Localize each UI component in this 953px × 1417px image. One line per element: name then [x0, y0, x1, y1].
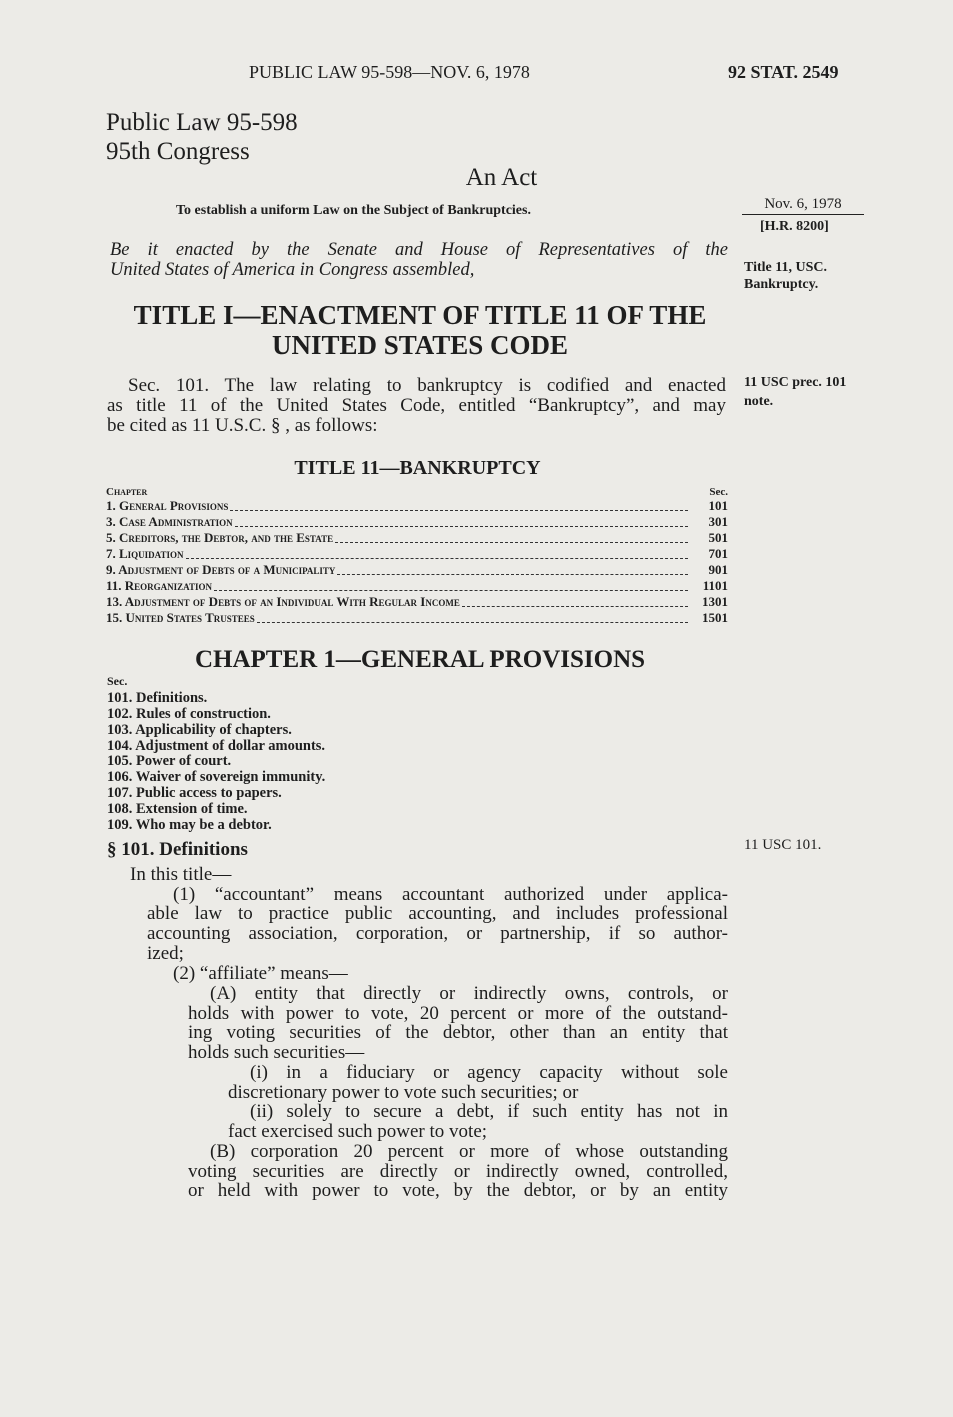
margin-section-ref: 11 USC 101. — [744, 837, 822, 853]
chapter-row — [106, 562, 728, 578]
chapter-section-number: 1101 — [702, 578, 728, 593]
chapter-name: 3. Case Administration — [106, 514, 233, 529]
col-chapter-header: Chapter — [106, 486, 148, 498]
chapter-name: 11. Reorganization — [106, 578, 213, 593]
chapter-section-number: 1301 — [702, 594, 728, 609]
section-list-item: 105. Power of court. — [107, 753, 232, 770]
chapter-name: 1. General Provisions — [106, 498, 229, 513]
chapter-section-number: 501 — [708, 530, 728, 545]
enacting-clause-line: Be it enacted by the Senate and House of Representatives of the — [110, 240, 728, 260]
chapter-row — [106, 546, 728, 562]
margin-bill: [H.R. 8200] — [760, 219, 829, 234]
congress: 95th Congress — [106, 138, 250, 165]
definition-text-line: ing voting securities of the debtor, other than an entity that — [188, 1022, 728, 1043]
chapter-name: 15. United States Trustees — [106, 610, 255, 625]
definition-text-line: ized; — [147, 943, 184, 964]
dot-leader — [462, 606, 688, 607]
section-list-item: 103. Applicability of chapters. — [107, 721, 292, 738]
chapter1-heading: CHAPTER 1—GENERAL PROVISIONS — [194, 646, 646, 673]
definition-text-line: voting securities are directly or indirectly owned, controlled, — [188, 1161, 728, 1182]
sec-label: Sec. — [107, 674, 128, 688]
sec101-intro-line: be cited as 11 U.S.C. § , as follows: — [107, 415, 378, 436]
chapter-row — [106, 610, 728, 626]
sec101-intro-line: Sec. 101. The law relating to bankruptcy is codified and enacted — [128, 375, 726, 396]
definition-text-line: (2) “affiliate” means— — [173, 963, 348, 984]
definition-text-line: accounting association, corporation, or partnership, if so author- — [147, 923, 728, 944]
dot-leader — [186, 558, 688, 559]
stat-page: 92 STAT. 2549 — [728, 62, 839, 82]
section-list-item: 102. Rules of construction. — [107, 705, 271, 722]
law-number: Public Law 95-598 — [106, 109, 298, 136]
definition-text-line: In this title— — [130, 864, 232, 885]
definition-text-line: (B) corporation 20 percent or more of whose outstanding — [210, 1141, 728, 1162]
dot-leader — [235, 526, 688, 527]
definition-text-line: discretionary power to vote such securities; or — [228, 1082, 579, 1103]
dot-leader — [337, 574, 688, 575]
enacting-clause-line: United States of America in Congress assembled, — [110, 260, 475, 280]
title11-heading: TITLE 11—BANKRUPTCY — [294, 457, 541, 479]
col-sec-header: Sec. — [709, 486, 728, 498]
chapter-row — [106, 514, 728, 530]
definition-text-line: (ii) solely to secure a debt, if such entity has not in — [250, 1101, 728, 1122]
title-heading: UNITED STATES CODE — [271, 330, 569, 360]
chapter-name: 13. Adjustment of Debts of an Individual With Regular Income — [106, 594, 460, 609]
chapter-row — [106, 498, 728, 514]
definition-text-line: (A) entity that directly or indirectly owns, controls, or — [210, 983, 728, 1004]
chapter-row — [106, 594, 728, 610]
definition-text-line: or held with power to vote, by the debtor, or by an entity — [188, 1180, 728, 1201]
section-list-item: 106. Waiver of sovereign immunity. — [107, 769, 326, 786]
definition-text-line: (1) “accountant” means accountant authorized under applica- — [173, 884, 728, 905]
definition-text-line: fact exercised such power to vote; — [228, 1121, 488, 1142]
margin-title-ref: Title 11, USC. — [744, 260, 827, 275]
dot-leader — [214, 590, 688, 591]
chapter-section-number: 301 — [708, 514, 728, 529]
chapter-row — [106, 578, 728, 594]
definition-text-line: holds with power to vote, 20 percent or more of the outstand- — [188, 1003, 728, 1024]
dot-leader — [257, 622, 688, 623]
section-list-item: 108. Extension of time. — [107, 801, 248, 818]
section-list-item: 109. Who may be a debtor. — [107, 817, 272, 834]
section-list-item: 107. Public access to papers. — [107, 785, 282, 802]
chapter1-section-list — [107, 674, 326, 834]
chapter-section-number: 701 — [708, 546, 728, 561]
running-title: PUBLIC LAW 95-598—NOV. 6, 1978 — [249, 62, 530, 82]
title-heading: TITLE I—ENACTMENT OF TITLE 11 OF THE — [133, 300, 707, 330]
section-list-item: 104. Adjustment of dollar amounts. — [107, 737, 326, 754]
margin-codification-2: note. — [744, 394, 774, 409]
title11-chapter-table — [106, 482, 728, 626]
margin-date: Nov. 6, 1978 — [742, 197, 864, 215]
margin-title-ref-2: Bankruptcy. — [744, 277, 819, 292]
act-purpose: To establish a uniform Law on the Subject of Bankruptcies. — [176, 203, 531, 218]
chapter-name: 7. Liquidation — [106, 546, 184, 561]
definition-text-line: (i) in a fiduciary or agency capacity without sole — [250, 1062, 728, 1083]
margin-codification: 11 USC prec. 101 — [744, 375, 847, 390]
chapter-name: 5. Creditors, the Debtor, and the Estate — [106, 530, 334, 545]
section-list-item: 101. Definitions. — [107, 689, 208, 706]
section-101-heading: § 101. Definitions — [107, 839, 248, 860]
chapter-section-number: 101 — [708, 498, 728, 513]
definition-text-line: able law to practice public accounting, and includes professional — [147, 903, 728, 924]
chapter-section-number: 901 — [708, 562, 728, 577]
dot-leader — [230, 510, 688, 511]
dot-leader — [335, 542, 688, 543]
definition-text-line: holds such securities— — [188, 1042, 365, 1063]
sec101-intro-line: as title 11 of the United States Code, entitled “Bankruptcy”, and may — [107, 395, 726, 416]
chapter-name: 9. Adjustment of Debts of a Municipality — [106, 562, 336, 577]
chapter-section-number: 1501 — [702, 610, 728, 625]
chapter-row — [106, 530, 728, 546]
act-label: An Act — [465, 164, 538, 191]
